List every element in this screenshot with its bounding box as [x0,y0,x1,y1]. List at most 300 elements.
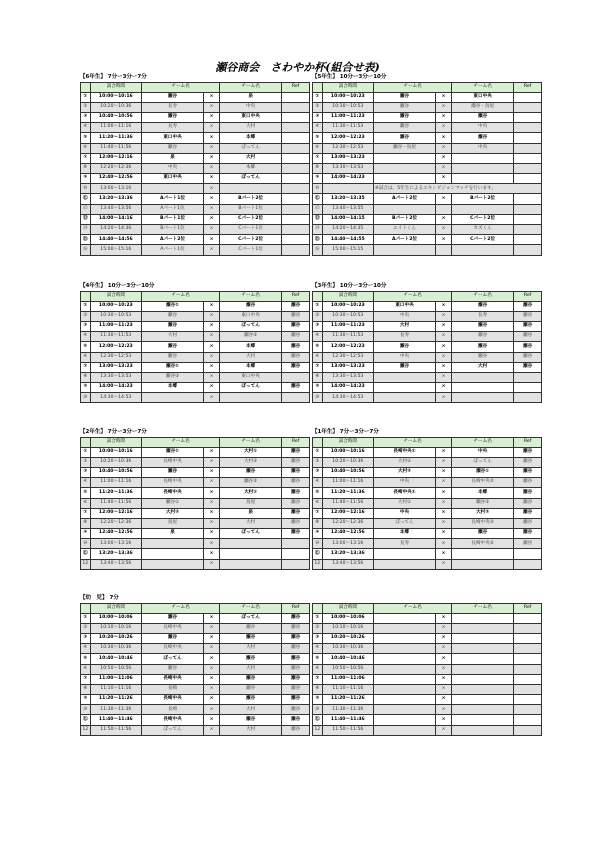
referee [514,174,542,184]
match-number: ① [313,447,323,457]
match-number: ⑦ [313,362,323,372]
team-a: 長崎中央 [141,695,203,705]
match-time: 10:00～10:06 [90,613,141,623]
table-row [81,498,310,508]
table-row [81,725,310,735]
match-time: 14:00～14:23 [90,383,141,393]
referee [282,549,310,559]
team-a: 大村 [141,332,203,342]
team-a: 瀬谷① [141,447,203,457]
team-b [452,613,514,623]
team-b: 泉 [220,92,282,102]
match-time: 13:30～13:53 [322,163,373,173]
referee [514,684,542,694]
match-number: ⑩ [81,184,91,194]
versus-mark: × [204,214,220,224]
referee [514,623,542,633]
match-format: 7分 [109,595,119,601]
team-a [373,705,435,715]
versus-mark: × [436,508,452,518]
match-time: 10:20～10:36 [90,102,141,112]
referee [282,92,310,102]
match-number: ④ [313,332,323,342]
table-row [81,393,310,403]
versus-mark: × [204,633,220,643]
header-team-a: チーム名 [141,292,219,302]
team-b: ぽってん [220,383,282,393]
team-a [373,644,435,654]
match-number: ⑧ [81,684,91,694]
versus-mark: × [204,352,220,362]
match-number: ⑪ [81,194,91,204]
table-row [313,447,542,457]
match-number: ② [81,457,91,467]
header-no [81,604,91,614]
team-a [373,684,435,694]
team-a: エイトくん [373,225,435,235]
match-time: 10:20～10:36 [322,457,373,467]
team-b [452,644,514,654]
match-time: 11:20～11:36 [90,133,141,143]
match-time: 13:40～13:55 [322,204,373,214]
match-time: 11:10～11:16 [322,684,373,694]
match-number: ⑥ [81,352,91,362]
table-row [81,654,310,664]
team-b: 大村 [220,153,282,163]
referee: 瀬谷 [282,623,310,633]
match-number: ① [81,447,91,457]
versus-mark: × [204,143,220,153]
match-time: 10:30～10:53 [90,311,141,321]
versus-mark: × [204,559,220,569]
table-row [81,467,310,477]
team-a [373,674,435,684]
match-time: 10:50～10:56 [322,664,373,674]
versus-mark: × [436,342,452,352]
team-a: 瀬谷 [141,633,203,643]
table-row [313,488,542,498]
team-a: 中央 [373,478,435,488]
table-row [313,467,542,477]
table-row [313,153,542,163]
match-time: 13:40～13:56 [90,559,141,569]
team-b: 瀬谷 [220,695,282,705]
table-row [81,488,310,498]
table-row [81,705,310,715]
versus-mark: × [436,518,452,528]
team-a: 長崎中央 [141,478,203,488]
team-b: 瀬谷 [452,352,514,362]
header-team-a: チーム名 [373,604,451,614]
versus-mark: × [204,204,220,214]
referee: 瀬谷 [282,684,310,694]
team-b [220,559,282,569]
team-a [373,372,435,382]
match-time: 14:20～14:35 [322,225,373,235]
referee [282,235,310,245]
header-row [81,604,310,614]
team-a: 長崎中央 [141,715,203,725]
team-a: 長崎中央 [141,457,203,467]
versus-mark: × [436,725,452,735]
versus-mark: × [204,695,220,705]
versus-mark: × [436,559,452,569]
team-b: 瀬谷 [220,623,282,633]
versus-mark: × [436,372,452,382]
versus-mark: × [204,362,220,372]
team-b: 長崎中央② [452,539,514,549]
team-a [373,383,435,393]
grade-label: 【幼 児】 [80,595,108,601]
header-row [313,438,542,448]
referee [282,184,310,194]
schedule-table [312,291,542,403]
header-ref: Ref [282,292,310,302]
table-row [313,725,542,735]
match-format: 7分ー3分ー7分 [107,429,147,435]
match-time: 12:30～12:53 [322,143,373,153]
schedule-table [80,291,310,403]
team-b: ぽってん [220,613,282,623]
table-row [81,301,310,311]
table-row [81,549,310,559]
versus-mark: × [436,332,452,342]
team-a: 大村② [373,467,435,477]
referee: 瀬谷 [514,342,542,352]
team-b: ぽってん [220,174,282,184]
team-a: 瀬谷① [141,362,203,372]
team-b: 瀬谷 [452,112,514,122]
referee: 瀬谷 [282,467,310,477]
team-b: 長崎中央② [452,518,514,528]
team-b: 本郷 [452,488,514,498]
table-row [313,163,542,173]
team-b: 瀬谷 [452,301,514,311]
match-number: ⑭ [81,225,91,235]
versus-mark: × [204,112,220,122]
schedule-block [80,281,310,403]
match-time: 15:00～15:16 [90,245,141,255]
match-time: 12:00～12:16 [322,508,373,518]
versus-mark: × [204,372,220,382]
referee: 瀬谷 [282,529,310,539]
team-b [220,184,282,194]
team-a: 長崎 [141,684,203,694]
header-ref: Ref [282,438,310,448]
versus-mark: × [204,529,220,539]
match-time: 11:20～11:26 [90,695,141,705]
schedule-block [80,72,310,256]
match-number: ④ [81,478,91,488]
match-number: ⑪ [313,715,323,725]
team-b [452,372,514,382]
match-time: 12:00～12:16 [90,153,141,163]
match-format: 10分ー3分ー10分 [339,74,387,80]
referee: 瀬谷 [282,674,310,684]
team-a: 長寿 [373,539,435,549]
referee [282,214,310,224]
schedule-table [80,82,310,256]
versus-mark: × [436,664,452,674]
referee [282,163,310,173]
referee [282,174,310,184]
referee: 瀬谷 [282,654,310,664]
referee [282,112,310,122]
team-b: 東口中央 [220,112,282,122]
table-row [81,133,310,143]
match-number: ⑦ [313,508,323,518]
header-team-a: チーム名 [373,292,451,302]
match-number: ⑩ [313,184,323,194]
team-a: Bパート1位 [141,225,203,235]
team-a: Bパート2位 [373,214,435,224]
team-b: 中央 [452,123,514,133]
referee: 瀬谷 [514,467,542,477]
match-time: 13:00～13:23 [322,153,373,163]
team-a: 大村① [373,457,435,467]
team-b [220,539,282,549]
team-b: 瀬谷 [220,654,282,664]
match-time: 15:00～15:15 [322,245,373,255]
match-format: 7分ー3分ー7分 [107,74,147,80]
match-time: 10:10～10:16 [322,623,373,633]
header-no [313,292,323,302]
versus-mark: × [436,654,452,664]
referee: 瀬谷 [514,447,542,457]
match-time: 11:10～11:16 [90,684,141,694]
table-row [81,674,310,684]
team-b: 東口中央 [220,311,282,321]
table-row [313,715,542,725]
match-time: 10:30～10:53 [322,102,373,112]
referee [282,225,310,235]
match-number: ⑮ [81,235,91,245]
table-row [313,372,542,382]
match-number: ⑨ [313,174,323,184]
referee: 瀬谷 [514,478,542,488]
versus-mark: × [436,102,452,112]
schedule-block [312,593,542,736]
team-a: 瀬谷 [373,133,435,143]
match-number: ⑩ [313,705,323,715]
match-number: ⑥ [81,498,91,508]
match-time: 13:20～13:36 [90,549,141,559]
team-a: 長崎 [141,705,203,715]
match-number: ⑤ [81,488,91,498]
team-a: 瀬谷 [373,92,435,102]
team-a: Bパート1位 [141,214,203,224]
table-row [81,539,310,549]
versus-mark: × [436,214,452,224]
match-number: ③ [81,633,91,643]
versus-mark: × [436,362,452,372]
match-number: ④ [81,332,91,342]
team-b: 長崎中央② [452,478,514,488]
match-time: 13:00～13:16 [90,539,141,549]
match-time: 12:30～12:53 [90,352,141,362]
referee: 瀬谷 [514,332,542,342]
table-row [313,664,542,674]
match-time: 14:00～14:23 [322,174,373,184]
match-number: ③ [313,467,323,477]
referee [514,163,542,173]
team-b: 中央 [452,143,514,153]
table-row [81,225,310,235]
team-a: 鳥屋 [141,518,203,528]
team-b: 瀬谷 [220,715,282,725]
match-number: ⑦ [81,362,91,372]
match-number: ⑧ [81,163,91,173]
match-number: ③ [81,467,91,477]
match-number: ⑮ [313,235,323,245]
team-b: 瀬谷 [452,529,514,539]
match-number: ⑪ [313,194,323,204]
referee [282,123,310,133]
table-row [313,498,542,508]
team-b: 瀬谷 [452,133,514,143]
versus-mark: × [204,301,220,311]
header-no [313,83,323,93]
team-a: 長崎中央① [373,488,435,498]
match-number: ① [81,301,91,311]
team-a: 瀬谷 [141,342,203,352]
match-number: ⑤ [313,133,323,143]
match-time: 11:30～11:53 [322,123,373,133]
table-row [313,174,542,184]
referee: 瀬谷 [282,488,310,498]
team-b [452,633,514,643]
team-a [373,695,435,705]
team-a: 長崎中央 [141,488,203,498]
referee: 瀬谷 [514,457,542,467]
match-time: 11:20～11:36 [90,488,141,498]
team-b: 瀬谷 [220,301,282,311]
team-a [141,549,203,559]
match-number: ① [313,301,323,311]
match-number: ③ [81,321,91,331]
team-a [373,204,435,214]
table-row [313,518,542,528]
versus-mark: × [204,539,220,549]
versus-mark: × [436,225,452,235]
team-a: 東口中央 [141,174,203,184]
versus-mark: × [204,467,220,477]
header-team-b: チーム名 [220,83,282,93]
table-row [81,143,310,153]
team-a: 中央 [141,163,203,173]
table-row [81,153,310,163]
team-a [373,559,435,569]
table-row [81,352,310,362]
match-time: 10:50～10:56 [90,664,141,674]
match-number: ⑧ [81,372,91,382]
match-time: 10:40～10:56 [322,467,373,477]
referee [514,664,542,674]
match-number: ⑧ [81,518,91,528]
header-time: 試合時間 [90,292,141,302]
header-ref: Ref [514,438,542,448]
team-a: 瀬谷① [141,301,203,311]
team-b: 大村 [220,705,282,715]
referee [514,235,542,245]
table-row [81,163,310,173]
match-time: 14:30～14:53 [322,393,373,403]
match-number: ⑥ [313,664,323,674]
header-row [313,83,542,93]
versus-mark: × [436,92,452,102]
table-row [313,623,542,633]
versus-mark: × [436,235,452,245]
table-row [313,383,542,393]
team-a: 瀬谷 [141,352,203,362]
team-b: 大村 [220,352,282,362]
versus-mark: × [436,112,452,122]
versus-mark: × [204,549,220,559]
versus-mark: × [204,684,220,694]
team-a: 長崎中央 [141,644,203,654]
team-b: 本郷 [220,163,282,173]
versus-mark: × [204,123,220,133]
team-b: 本郷 [220,133,282,143]
team-a: 瀬谷 [141,143,203,153]
table-row [81,332,310,342]
grade-label: 【1年生】 [312,429,338,435]
schedule-block [312,281,542,403]
referee: 瀬谷 [282,695,310,705]
match-time: 12:40～12:56 [322,529,373,539]
match-time: 14:00～14:16 [90,214,141,224]
versus-mark: × [204,163,220,173]
table-row [313,245,542,255]
team-a [373,174,435,184]
table-row [81,529,310,539]
match-time: 11:00～11:06 [322,674,373,684]
match-time: 12:00～12:23 [90,342,141,352]
match-time: 10:00～10:23 [322,92,373,102]
match-number: ⑦ [81,153,91,163]
team-a [373,664,435,674]
match-time: 10:00～10:06 [322,613,373,623]
team-b: 本郷 [220,342,282,352]
versus-mark: × [204,623,220,633]
table-row [313,92,542,102]
referee [514,705,542,715]
table-row [313,311,542,321]
match-number: ③ [313,112,323,122]
team-a: 長寿 [141,102,203,112]
team-b [452,174,514,184]
team-a [373,163,435,173]
team-b: 瀬谷② [220,332,282,342]
referee: 瀬谷 [282,725,310,735]
team-b [452,684,514,694]
versus-mark: × [204,133,220,143]
versus-mark: × [204,332,220,342]
team-a: 大村① [373,498,435,508]
team-b [452,674,514,684]
table-row [313,654,542,664]
team-b: 本郷 [220,362,282,372]
match-time: 12:20～12:36 [322,518,373,528]
team-a [373,715,435,725]
match-number: ⑨ [81,695,91,705]
versus-mark: × [436,393,452,403]
block-note: ※試合は、5年生によるエキシビジョンマッチを行います。 [373,184,541,194]
referee [514,225,542,235]
team-b: Bパート2位 [452,194,514,204]
team-b: Cパート2位 [452,214,514,224]
match-time: 14:40～14:56 [90,235,141,245]
